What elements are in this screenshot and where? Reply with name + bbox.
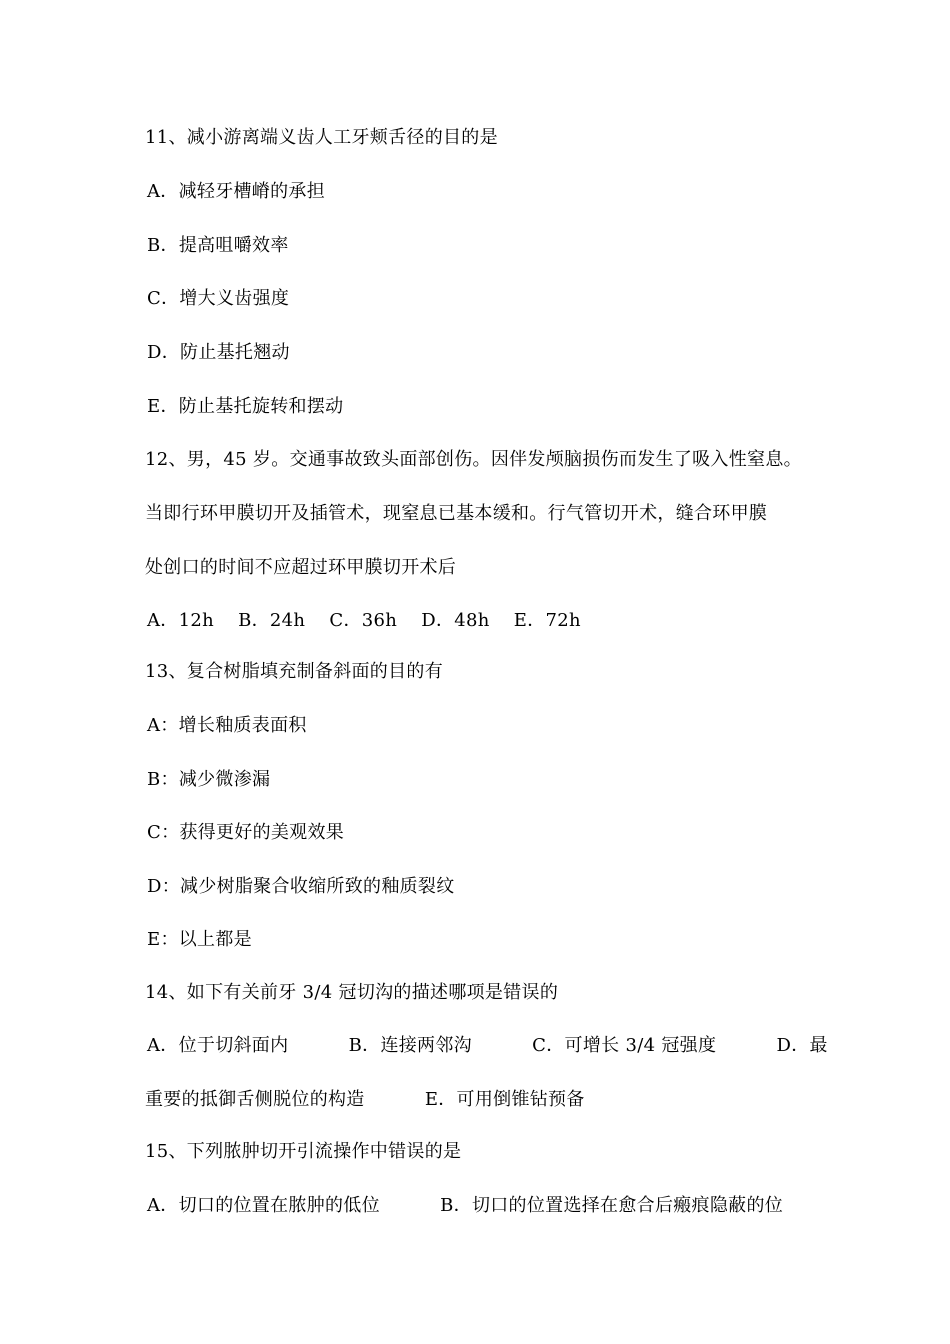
question-15-options-line-1: A．切口的位置在脓肿的低位 B．切口的位置选择在愈合后瘢痕隐蔽的位 bbox=[147, 1195, 784, 1216]
question-11-option-a: A．减轻牙槽嵴的承担 bbox=[147, 181, 325, 202]
question-13-stem: 13、复合树脂填充制备斜面的目的有 bbox=[145, 661, 444, 682]
question-14-options-line-1: A．位于切斜面内 B．连接两邻沟 C．可增长 3/4 冠强度 D．最 bbox=[147, 1035, 828, 1056]
question-13-option-c: C：获得更好的美观效果 bbox=[147, 822, 345, 843]
question-11-option-e: E．防止基托旋转和摆动 bbox=[147, 396, 344, 417]
question-12-options: A．12h B．24h C．36h D．48h E．72h bbox=[147, 610, 581, 631]
question-14-options-line-2: 重要的抵御舌侧脱位的构造 E．可用倒锥钻预备 bbox=[145, 1089, 585, 1110]
question-13-option-b: B：减少微渗漏 bbox=[147, 769, 271, 790]
question-11-stem: 11、减小游离端义齿人工牙颊舌径的目的是 bbox=[145, 127, 498, 148]
question-12-stem-line-2: 当即行环甲膜切开及插管术，现窒息已基本缓和。行气管切开术，缝合环甲膜 bbox=[145, 503, 768, 524]
question-12-stem-line-3: 处创口的时间不应超过环甲膜切开术后 bbox=[145, 557, 457, 578]
question-14-stem: 14、如下有关前牙 3/4 冠切沟的描述哪项是错误的 bbox=[145, 982, 559, 1003]
question-13-option-e: E：以上都是 bbox=[147, 929, 252, 950]
question-11-option-c: C．增大义齿强度 bbox=[147, 288, 290, 309]
question-15-stem: 15、下列脓肿切开引流操作中错误的是 bbox=[145, 1141, 462, 1162]
question-11-option-b: B．提高咀嚼效率 bbox=[147, 235, 289, 256]
question-13-option-d: D：减少树脂聚合收缩所致的釉质裂纹 bbox=[147, 876, 455, 897]
question-11-option-d: D．防止基托翘动 bbox=[147, 342, 290, 363]
question-12-stem-line-1: 12、男，45 岁。交通事故致头面部创伤。因伴发颅脑损伤而发生了吸入性窒息。 bbox=[145, 449, 802, 470]
question-13-option-a: A：增长釉质表面积 bbox=[147, 715, 307, 736]
